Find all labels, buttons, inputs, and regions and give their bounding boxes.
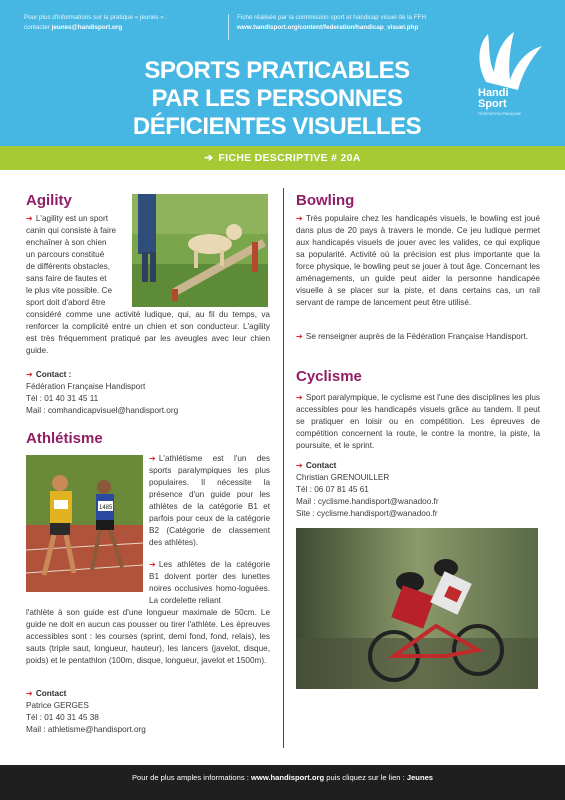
- youth-info: [24, 13, 214, 33]
- cyclisme-contact-mail[interactable]: Mail : cyclisme.handisport@wanadoo.fr: [296, 497, 439, 506]
- footer-text: [0, 773, 565, 782]
- agility-body: considéré comme une activité ludique, qui, au fil du temps, va renforcer la complicité entre un chien et son conducteur. L'agility est très fréquemment pratiqué par les aveugles avec leur chien guide.: [26, 310, 270, 355]
- page-footer: [0, 765, 565, 800]
- athletisme-contact-mail[interactable]: Mail : athletisme@handisport.org: [26, 725, 146, 734]
- youth-contact-email[interactable]: jeunes@handisport.org: [51, 24, 123, 31]
- athletisme-contact-phone: Tél : 01 40 31 45 38: [26, 713, 99, 722]
- arrow-icon: ➔: [296, 461, 303, 470]
- agility-contact-heading: ➔ Contact :: [26, 370, 72, 379]
- cyclisme-contact-name: Christian GRENOUILLER: [296, 473, 390, 482]
- tandem-illustration: [296, 528, 538, 689]
- agility-photo: [132, 194, 268, 307]
- agility-intro-line: le plus vite possible. Ce: [26, 286, 113, 295]
- agility-intro-line: sport doit d'abord être: [26, 298, 106, 307]
- footer-jeunes-link[interactable]: Jeunes: [406, 773, 434, 782]
- agility-title: Agility: [26, 192, 72, 209]
- bowling-info: ➔ Se renseigner auprès de la Fédération Française Handisport.: [296, 332, 528, 341]
- logo-word-1: Handi: [478, 87, 509, 99]
- agility-intro-line: de différents obstacles,: [26, 262, 111, 271]
- arrow-icon: ➔: [296, 214, 303, 223]
- arrow-icon: ➔: [204, 152, 214, 164]
- arrow-icon: ➔: [296, 393, 303, 402]
- agility-intro-line: un parcours constitué: [26, 250, 105, 259]
- agility-intro-line: enchaîner à son chien: [26, 238, 107, 247]
- agility-intro: [26, 213, 126, 309]
- arrow-icon: ➔: [26, 214, 33, 223]
- logo-word-2: Sport: [478, 98, 507, 110]
- cyclisme-contact: [296, 460, 540, 520]
- youth-info-line: Pour plus d'informations sur la pratique « jeunes » :: [24, 14, 168, 21]
- sheet-number-label: FICHE DESCRIPTIVE # 20A: [218, 152, 361, 164]
- athletisme-contact-heading: ➔ Contact: [26, 689, 67, 698]
- page-title-line-2: PAR LES PERSONNES: [151, 85, 403, 112]
- arrow-icon: ➔: [149, 454, 156, 463]
- agility-contact-phone: Tél : 01 40 31 45 11: [26, 394, 99, 403]
- athletisme-contact-name: Patrice GERGES: [26, 701, 89, 710]
- logo-wordmark: [478, 88, 522, 110]
- arrow-icon: ➔: [149, 560, 156, 569]
- sheet-band: [0, 146, 565, 170]
- athletisme-intro: ➔ L'athlétisme est l'un des sports paralympiques les plus populaires. Il nécessite la présence d'un guide pour les athlètes de la catégorie B1 et parfois pour ceux de la catégorie B2 (Catégorie de classement des athlètes).: [149, 454, 270, 547]
- sheet-credit-url[interactable]: www.handisport.org/content/federation/handicap_visuel.php: [237, 24, 419, 31]
- arrow-icon: ➔: [26, 689, 33, 698]
- footer-site-link[interactable]: www.handisport.org: [251, 773, 325, 782]
- runner-bib: 1485: [99, 505, 113, 511]
- arrow-icon: ➔: [296, 332, 303, 341]
- cyclisme-title: Cyclisme: [296, 368, 362, 385]
- agility-intro-line: ➔ L'agility est un sport: [26, 214, 108, 223]
- agility-contact-org: Fédération Française Handisport: [26, 382, 146, 391]
- athletisme-title: Athlétisme: [26, 430, 103, 447]
- runners-illustration: [26, 455, 143, 592]
- logo-subtitle: FÉDÉRATION FRANÇAISE: [478, 112, 522, 116]
- agility-contact: [26, 369, 270, 417]
- agility-intro-line: sans faire de fautes et: [26, 274, 107, 283]
- athletisme-contact: [26, 688, 270, 736]
- bowling-body: ➔ Très populaire chez les handicapés visuels, le bowling est joué dans plus de 20 pays à travers le monde. Ce jeu ludique permet aux handicapés visuels de jouer avec les valides, ce qui explique sa popularité. Activité où la précision est plus importante que la force physique, le bowling peut se jouer à tout âge. Concernant les aménagements, un guide peut aider la personne handicapée visuelle à se placer sur la piste, et dans certains cas, un rail servant de rampe de lancement peut être utilisé.: [296, 214, 540, 307]
- cyclisme-photo: [296, 528, 538, 689]
- footer-prefix: Pour de plus amples informations :: [131, 773, 251, 782]
- agility-contact-mail[interactable]: Mail : comhandicapvisuel@handisport.org: [26, 406, 179, 415]
- dog-agility-illustration: [132, 194, 268, 307]
- sheet-credit-line: Fiche réalisée par la commission sport et handicap visuel de la FFH: [237, 14, 426, 21]
- header-banner: [0, 0, 565, 146]
- athletisme-rules: ➔ Les athlètes de la catégorie B1 doivent porter des lunettes noires occlusives homo-loguées. La cordelette reliant: [149, 560, 270, 605]
- agility-intro-line: canin qui consiste à faire: [26, 226, 117, 235]
- cyclisme-contact-phone: Tél : 06 07 81 45 61: [296, 485, 369, 494]
- cyclisme-contact-heading: ➔ Contact: [296, 461, 337, 470]
- cyclisme-contact-site[interactable]: Site : cyclisme.handisport@wanadoo.fr: [296, 509, 438, 518]
- sheet-credit: [237, 13, 462, 33]
- arrow-icon: ➔: [26, 370, 33, 379]
- cyclisme-body: ➔ Sport paralympique, le cyclisme est l'une des disciplines les plus accessibles pour les handicapés visuels grâce au tandem. Il peut se pratiquer en loisir ou en compétition. Les épreuves de compétition concernent la route, le contre la montre, la piste, la poursuite, et le sprint.: [296, 393, 540, 450]
- page-title: [112, 57, 442, 141]
- youth-contact-prefix: contacter: [24, 24, 52, 31]
- athletisme-photo: [26, 455, 143, 592]
- footer-middle: puis cliquez sur le lien :: [324, 773, 407, 782]
- page-title-line-1: SPORTS PRATICABLES: [144, 57, 410, 84]
- column-divider: [283, 188, 284, 748]
- athletisme-body: l'athlète à son guide est d'une longueur maximale de 50cm. Le guide ne doit en aucun cas pousser ou tirer l'athlète. Les épreuves accessibles sont : les courses (sprint, demi fond, fond, relais), les sauts (triple saut, longueur, hauteur), les lancers (javelot, disque, poids) et le pentathlon (100m, disque, longueur, javelot et 1500m).: [26, 608, 270, 665]
- bowling-title: Bowling: [296, 192, 355, 209]
- sheet-number: [0, 152, 565, 164]
- youth-contact-line: [24, 23, 214, 33]
- page-title-line-3: DÉFICIENTES VISUELLES: [132, 113, 422, 140]
- header-separator: [228, 14, 229, 40]
